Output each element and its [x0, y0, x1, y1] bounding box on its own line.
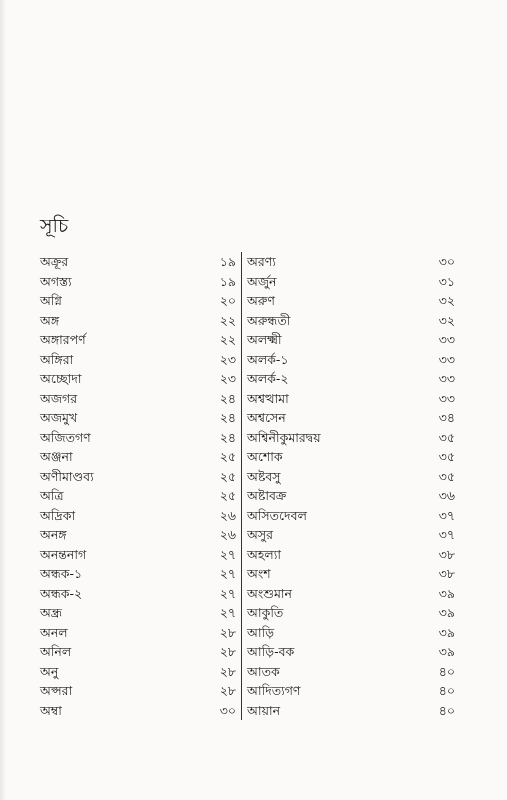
toc-entry: [40, 447, 236, 467]
entry-name: অঙ্গারপর্ণ: [40, 332, 86, 347]
toc-entry: [40, 623, 236, 643]
entry-name: অম্বা: [40, 702, 62, 718]
entry-page-number: ৩১: [438, 273, 455, 289]
toc-entry: [247, 369, 455, 389]
entry-name: আয়ান: [247, 702, 281, 718]
entry-page-number: ১৯: [219, 273, 236, 289]
toc-entry: [40, 584, 236, 604]
toc-entry: [247, 506, 455, 526]
entry-name: অজগর: [40, 390, 78, 406]
entry-name: অর্জুন: [247, 273, 277, 289]
entry-name: অনিল: [40, 644, 72, 659]
entry-name: অনঙ্গ: [40, 527, 67, 542]
entry-name: অসুর: [247, 527, 273, 542]
toc-entry: [247, 701, 455, 721]
entry-name: অলক্ষ্মী: [247, 332, 282, 347]
entry-name: আদিত্যগণ: [247, 683, 301, 698]
entry-page-number: ২৩: [219, 351, 236, 367]
entry-name: অন্ধক-২: [40, 585, 83, 601]
toc-entry: [247, 662, 455, 682]
entry-page-number: ৩৯: [438, 644, 455, 659]
entry-name: অন্ধ্র: [40, 605, 63, 620]
entry-name: অজিতগণ: [40, 429, 91, 445]
entry-page-number: ৩৯: [438, 605, 455, 620]
entry-name: অংশ: [247, 566, 271, 581]
entry-page-number: ৩৭: [438, 507, 455, 523]
toc-entry: [40, 681, 236, 701]
toc-entry: [247, 525, 455, 545]
entry-name: অলর্ক-১: [247, 351, 289, 367]
entry-page-number: ৩৩: [438, 332, 455, 347]
toc-entry: [40, 389, 236, 409]
entry-name: অরণ্য: [247, 254, 276, 269]
entry-page-number: ২৫: [219, 488, 236, 503]
entry-page-number: ২৪: [219, 390, 236, 406]
entry-page-number: ২২: [219, 332, 236, 347]
entry-page-number: ২৭: [219, 566, 236, 581]
toc-entry: [40, 603, 236, 623]
entry-page-number: ৩৮: [438, 566, 455, 581]
entry-page-number: ২৪: [219, 429, 236, 445]
toc-entry: [40, 506, 236, 526]
entry-page-number: ২০: [219, 293, 236, 308]
toc-entry: [247, 584, 455, 604]
toc-entry: [40, 525, 236, 545]
toc-entry: [40, 311, 236, 331]
entry-name: অহল্যা: [247, 546, 281, 562]
toc-entry: [247, 603, 455, 623]
entry-page-number: ২৮: [219, 683, 236, 698]
entry-name: অরুণ: [247, 293, 275, 308]
entry-page-number: ২৬: [219, 527, 236, 542]
toc-entry: [247, 252, 455, 272]
entry-page-number: ৩৬: [438, 488, 455, 503]
toc-entry: [247, 486, 455, 506]
toc-entry: [247, 330, 455, 350]
toc-entry: [247, 350, 455, 370]
entry-page-number: ৩৩: [438, 390, 455, 406]
entry-page-number: ২৭: [219, 585, 236, 601]
entry-name: অগস্ত্য: [40, 273, 72, 289]
toc-entry: [247, 428, 455, 448]
entry-name: অদ্রিকা: [40, 507, 76, 523]
entry-name: অশ্বিনীকুমারদ্বয়: [247, 429, 321, 445]
entry-name: অগ্নি: [40, 293, 62, 308]
entry-name: অত্রি: [40, 488, 64, 503]
entry-page-number: ২৮: [219, 644, 236, 659]
entry-page-number: ৩৭: [438, 527, 455, 542]
entry-page-number: ৩৯: [438, 585, 455, 601]
entry-page-number: ২৭: [219, 605, 236, 620]
toc-entry: [40, 467, 236, 487]
entry-page-number: ২৫: [219, 449, 236, 464]
entry-name: আতক: [247, 663, 280, 679]
entry-page-number: ৩২: [438, 293, 455, 308]
entry-page-number: ২৩: [219, 371, 236, 386]
entry-page-number: ২৫: [219, 468, 236, 484]
entry-name: অনন্তনাগ: [40, 546, 87, 562]
entry-page-number: ৩৪: [438, 410, 455, 425]
toc-entry: [40, 272, 236, 292]
toc-entry: [247, 311, 455, 331]
toc-entry: [247, 291, 455, 311]
toc-entry: [40, 564, 236, 584]
entry-page-number: ৩৮: [438, 546, 455, 562]
contents-heading: সূচি: [40, 215, 69, 237]
toc-entry: [40, 330, 236, 350]
entry-page-number: ২৮: [219, 663, 236, 679]
left-column: [40, 252, 236, 720]
toc-entry: [247, 467, 455, 487]
entry-name: অনু: [40, 663, 59, 679]
toc-entry: [247, 447, 455, 467]
entry-name: অক্রূর: [40, 254, 69, 269]
column-divider: [241, 252, 242, 720]
entry-name: অঙ্গিরা: [40, 351, 74, 367]
entry-page-number: ৩৩: [438, 371, 455, 386]
entry-name: অঙ্গ: [40, 312, 60, 328]
entry-page-number: ২৬: [219, 507, 236, 523]
entry-name: অশ্বত্থামা: [247, 390, 289, 406]
entry-page-number: ৩০: [219, 702, 236, 718]
entry-name: অশ্বসেন: [247, 410, 286, 425]
toc-entry: [40, 408, 236, 428]
entry-page-number: ৩৫: [438, 429, 455, 445]
toc-entry: [247, 564, 455, 584]
entry-name: আড়ি-বক: [247, 644, 295, 659]
toc-entry: [247, 545, 455, 565]
entry-name: অরুন্ধতী: [247, 312, 291, 328]
entry-page-number: ৩০: [438, 254, 455, 269]
entry-page-number: ৩৫: [438, 449, 455, 464]
entry-name: অনল: [40, 624, 68, 640]
toc-entry: [40, 350, 236, 370]
toc-entry: [247, 389, 455, 409]
entry-page-number: ৪০: [438, 702, 455, 718]
entry-page-number: ৩৩: [438, 351, 455, 367]
entry-name: অশোক: [247, 449, 283, 464]
toc-entry: [247, 681, 455, 701]
entry-name: অলর্ক-২: [247, 371, 289, 386]
entry-page-number: ৪০: [438, 663, 455, 679]
right-column: [247, 252, 455, 720]
entry-name: অষ্টাবক্র: [247, 488, 287, 503]
toc-entry: [40, 252, 236, 272]
toc-entry: [40, 369, 236, 389]
entry-name: অণীমাণ্ডব্য: [40, 468, 94, 484]
toc-entry: [247, 642, 455, 662]
toc-entry: [40, 545, 236, 565]
entry-page-number: ৩৫: [438, 468, 455, 484]
entry-name: অসিতদেবল: [247, 507, 307, 523]
toc-entry: [247, 408, 455, 428]
entry-name: অঞ্জনা: [40, 449, 73, 464]
toc-entry: [40, 428, 236, 448]
entry-page-number: ২৭: [219, 546, 236, 562]
entry-page-number: ৩২: [438, 312, 455, 328]
toc-entry: [40, 642, 236, 662]
entry-page-number: ১৯: [219, 254, 236, 269]
table-of-contents: [40, 252, 455, 722]
entry-name: অন্ধক-১: [40, 566, 83, 581]
entry-name: অচ্ছোদা: [40, 371, 82, 386]
entry-name: অষ্টবসু: [247, 468, 281, 484]
entry-page-number: ৪০: [438, 683, 455, 698]
entry-page-number: ৩৯: [438, 624, 455, 640]
toc-entry: [247, 623, 455, 643]
entry-name: আড়ি: [247, 624, 275, 640]
entry-name: অজমুখ: [40, 410, 78, 425]
toc-entry: [40, 291, 236, 311]
entry-page-number: ২৪: [219, 410, 236, 425]
toc-entry: [40, 662, 236, 682]
toc-entry: [247, 272, 455, 292]
toc-entry: [40, 486, 236, 506]
page-edge-shadow: [0, 0, 6, 800]
entry-page-number: ২৮: [219, 624, 236, 640]
entry-name: আকুতি: [247, 605, 284, 620]
toc-entry: [40, 701, 236, 721]
entry-name: অপ্সরা: [40, 683, 73, 698]
entry-page-number: ২২: [219, 312, 236, 328]
entry-name: অংশুমান: [247, 585, 292, 601]
